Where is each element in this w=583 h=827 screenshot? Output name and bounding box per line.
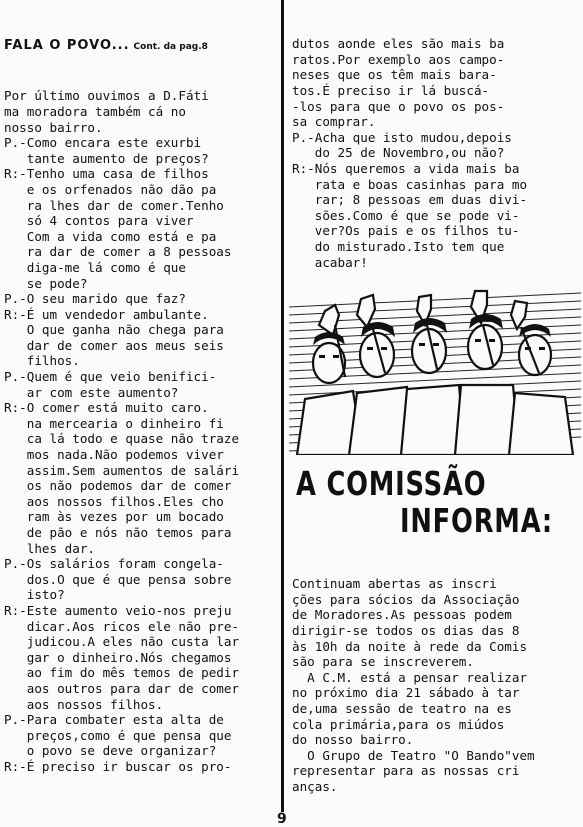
text-line: às 10h da noite à rede da Comis [292, 638, 528, 654]
right-column-top-text [292, 36, 580, 270]
text-line: ma moradora também cá no [4, 103, 186, 119]
text-line: ções para sócios da Associação [292, 591, 520, 607]
text-line: isto? [4, 587, 65, 603]
text-line: P.-O seu marido que faz? [4, 291, 186, 307]
text-line: dutos aonde eles são mais ba [292, 36, 505, 52]
text-line: R:-Tenho uma casa de filhos [4, 166, 209, 182]
text-line: P.-Para combater esta alta de [4, 712, 224, 728]
text-line: Continuam abertas as inscri [292, 576, 497, 592]
headline-informa: INFORMA: [400, 501, 553, 540]
text-line: ar com este aumento? [4, 384, 179, 400]
text-line: O Grupo de Teatro "O Bando"vem [292, 747, 535, 763]
right-column [292, 5, 580, 301]
text-line: acabar! [292, 254, 368, 270]
text-line: aos nossos filhos.Eles cho [4, 493, 224, 509]
text-line: do misturado.Isto tem que [292, 238, 505, 254]
text-line: P.-Acha que isto mudou,depois [292, 129, 512, 145]
text-line: do 25 de Novembro,ou não? [292, 145, 505, 161]
text-line: dirigir-se todos os dias das 8 [292, 622, 520, 638]
text-line: diga-me lá como é que [4, 259, 186, 275]
text-line: neses que os têm mais bara- [292, 67, 497, 83]
text-line: no próximo dia 21 sábado à tar [292, 685, 520, 701]
text-line: R:-Este aumento veio-nos preju [4, 602, 232, 618]
text-line: aos nossos filhos. [4, 696, 164, 712]
text-line: e os orfenados não dão pa [4, 181, 217, 197]
page-number: 9 [277, 811, 287, 827]
text-line: rata e boas casinhas para mo [292, 176, 528, 192]
text-line: ra lhes dar de comer.Tenho [4, 197, 224, 213]
section-header [4, 36, 276, 57]
text-line: dos.O que é que pensa sobre [4, 571, 232, 587]
text-line: se pode? [4, 275, 88, 291]
section-title: FALA O POVO... [4, 38, 130, 54]
text-line: ao fim do mês temos de pedir [4, 665, 240, 681]
headline-comissao: A COMISSÃO [296, 464, 487, 503]
text-line: sa comprar. [292, 114, 376, 130]
text-line: rar; 8 pessoas em duas divi- [292, 192, 528, 208]
continuation-label: Cont. da pag. [133, 42, 202, 53]
text-line: Com a vida como está e pa [4, 228, 217, 244]
text-line: ver?Os pais e os filhos tu- [292, 223, 520, 239]
text-line: do nosso bairro. [292, 732, 414, 748]
text-line: R:-O comer está muito caro. [4, 400, 209, 416]
text-line: de Moradores.As pessoas podem [292, 607, 512, 623]
text-line: R:-É um vendedor ambulante. [4, 306, 209, 322]
text-line: P.-Quem é que veio benifici- [4, 369, 217, 385]
text-line: R:-É preciso ir buscar os pro- [4, 758, 232, 774]
text-line: anças. [292, 778, 338, 794]
right-column-bottom [292, 545, 580, 826]
text-line: -los para que o povo os pos- [292, 98, 505, 114]
text-line: P.-Como encara este exurbi [4, 135, 202, 151]
text-line: Por último ouvimos a D.Fáti [4, 88, 209, 104]
text-line: na mercearia o dinheiro fi [4, 415, 224, 431]
text-line: lhes dar. [4, 540, 95, 556]
continuation-page-ref: 8 [201, 42, 208, 53]
text-line: aos outros para dar de comer [4, 680, 240, 696]
text-line: os não podemos dar de comer [4, 478, 232, 494]
text-line: tos.É preciso ir lá buscá- [292, 82, 490, 98]
text-line: representar para as nossas cri [292, 763, 520, 779]
text-line: dar de comer aos meus seis [4, 337, 224, 353]
right-column-bottom-text [292, 576, 580, 794]
text-line: P.-Os salários foram congela- [4, 556, 224, 572]
text-line: filhos. [4, 353, 80, 369]
text-line: ratos.Por exemplo aos campo- [292, 51, 505, 67]
text-line: ca lá todo e quase não traze [4, 431, 240, 447]
text-line: assim.Sem aumentos de salári [4, 462, 240, 478]
text-line: R:-Nós queremos a vida mais ba [292, 160, 520, 176]
continuation-note [134, 42, 208, 52]
column-divider [281, 0, 284, 812]
left-column-text [4, 88, 276, 774]
text-line: cola primária,para os miúdos [292, 716, 505, 732]
text-line: A C.M. está a pensar realizar [292, 669, 528, 685]
text-line: são para se inscreverem. [292, 654, 474, 670]
text-line: de,uma sessão de teatro na es [292, 700, 512, 716]
text-line: ram às vezes por um bocado [4, 509, 224, 525]
text-line: de pão e nós não temos para [4, 525, 232, 540]
text-line: O que ganha não chega para [4, 322, 224, 338]
text-line: gar o dinheiro.Nós chegamos [4, 649, 232, 665]
protest-crowd-illustration [289, 285, 581, 455]
text-line: mos nada.Não podemos viver [4, 447, 224, 463]
text-line: ra dar de comer a 8 pessoas [4, 244, 232, 260]
text-line: judicou.A eles não custa lar [4, 634, 240, 650]
left-column [4, 5, 276, 806]
text-line: nosso bairro. [4, 119, 103, 135]
text-line: preços,como é que pensa que [4, 727, 232, 743]
text-line: dicar.Aos ricos ele não pre- [4, 618, 240, 634]
text-line: sões.Como é que se pode vi- [292, 207, 520, 223]
text-line: só 4 contos para viver [4, 213, 194, 229]
text-line: tante aumento de preços? [4, 150, 209, 166]
text-line: o povo se deve organizar? [4, 743, 217, 759]
